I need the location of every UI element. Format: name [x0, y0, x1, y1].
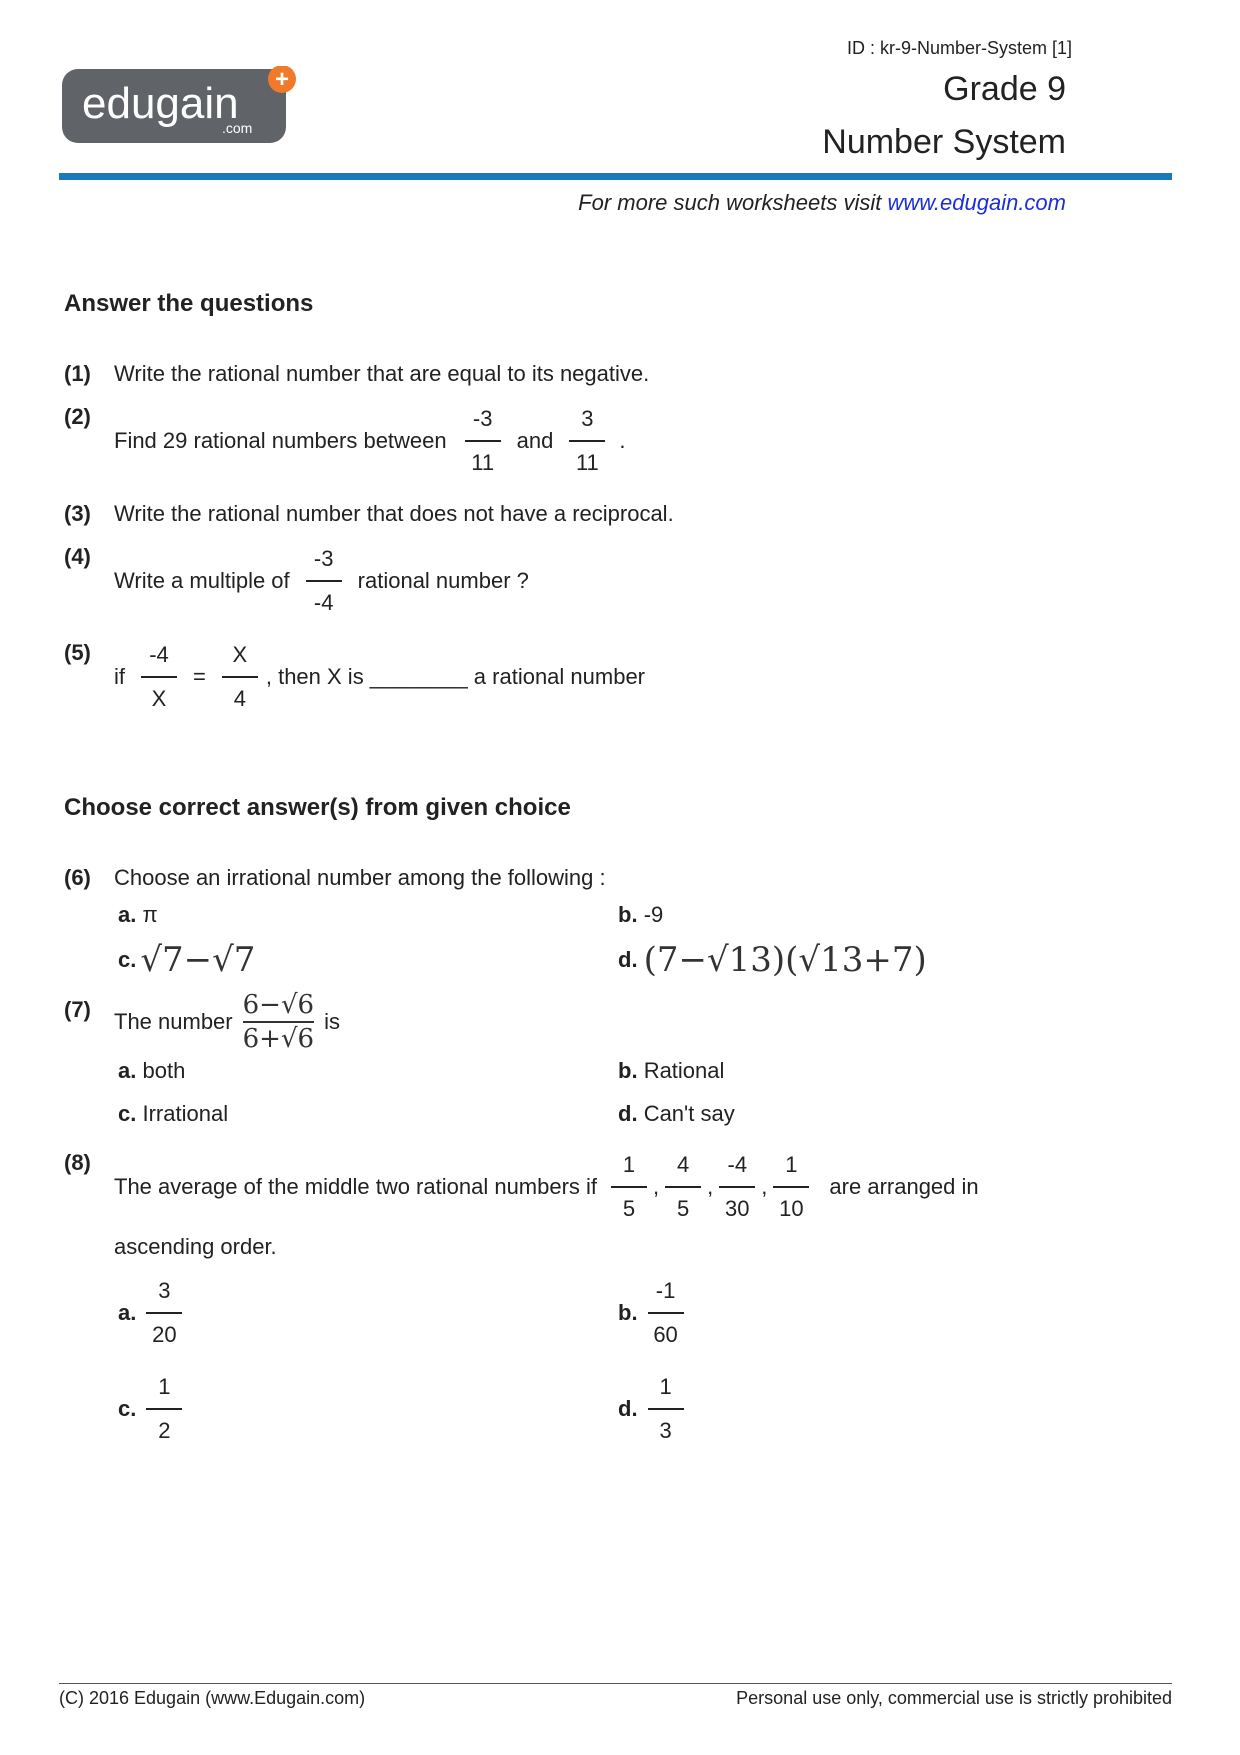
option-text: Irrational [142, 1101, 229, 1126]
question-connector: and [516, 428, 554, 453]
numerator: -3 [472, 406, 493, 431]
option-a[interactable] [118, 902, 158, 928]
option-label: c. [118, 1396, 137, 1421]
question-number: (6) [64, 865, 91, 890]
question-text [114, 406, 626, 476]
numerator: 1 [659, 1374, 672, 1399]
fraction [146, 1278, 182, 1348]
numerator: 6−√6 [242, 990, 315, 1020]
option-label: b. [618, 1300, 638, 1325]
option-label: b. [618, 902, 638, 927]
denominator: 20 [146, 1312, 182, 1348]
numerator: -4 [727, 1152, 748, 1177]
option-b[interactable] [618, 1278, 690, 1348]
question-text [114, 546, 529, 616]
denominator: 6+√6 [243, 1021, 314, 1054]
option-d[interactable] [618, 1101, 735, 1127]
option-label: c. [118, 947, 137, 972]
denominator: 5 [665, 1186, 701, 1222]
denominator: X [141, 676, 177, 712]
numerator: 4 [677, 1152, 690, 1177]
numerator: 1 [622, 1152, 636, 1177]
option-text: Rational [643, 1058, 725, 1083]
question-number: (2) [64, 404, 91, 429]
option-label: a. [118, 1058, 137, 1083]
question-suffix: is [324, 1009, 340, 1034]
question-text [114, 990, 340, 1054]
fraction [306, 546, 342, 616]
denominator: 4 [222, 676, 258, 712]
question-prefix: Write a multiple of [114, 568, 290, 593]
option-a[interactable] [118, 1058, 185, 1084]
numerator: 1 [158, 1374, 171, 1399]
fraction [611, 1152, 647, 1222]
question-prefix: The number [114, 1009, 233, 1034]
logo-graphic [62, 66, 302, 146]
footer-usage-note: Personal use only, commercial use is strictly prohibited [736, 1688, 1172, 1708]
option-d[interactable] [618, 940, 927, 980]
question-suffix: are arranged in [829, 1174, 979, 1199]
denominator: 2 [146, 1408, 182, 1444]
option-label: a. [118, 902, 137, 927]
denominator: 3 [648, 1408, 684, 1444]
question-text: Choose an irrational number among the following : [114, 865, 606, 890]
equals-sign: = [193, 664, 206, 689]
fraction [465, 406, 501, 476]
question-suffix: . [619, 428, 626, 453]
fraction [146, 1374, 182, 1444]
numerator: -3 [313, 546, 334, 571]
fraction [665, 1152, 701, 1222]
numerator: -1 [655, 1278, 676, 1303]
fraction [222, 642, 258, 712]
question-prefix: Find 29 rational numbers between [114, 428, 447, 453]
visit-text: For more such worksheets visit [578, 190, 888, 215]
fraction [773, 1152, 809, 1222]
option-text: -9 [643, 902, 664, 927]
question-text: Write the rational number that does not have a reciprocal. [114, 501, 674, 526]
document-id: ID : kr-9-Number-System [1] [846, 38, 1072, 58]
option-label: b. [618, 1058, 638, 1083]
section-title-choose: Choose correct answer(s) from given choice [64, 794, 571, 821]
question-text: Write the rational number that are equal to its negative. [114, 361, 650, 386]
denominator: 11 [569, 440, 605, 476]
logo-text: edugain [82, 79, 239, 128]
question-number: (7) [64, 997, 91, 1022]
denominator: 30 [719, 1186, 755, 1222]
denominator: -4 [306, 580, 342, 616]
option-b[interactable] [618, 902, 663, 928]
question-prefix: if [114, 664, 125, 689]
denominator: 11 [465, 440, 501, 476]
question-number: (4) [64, 544, 91, 569]
visit-note [578, 190, 1066, 216]
question-number: (8) [64, 1150, 91, 1175]
fraction [569, 406, 605, 476]
numerator: 3 [158, 1278, 171, 1303]
logo-plus: + [274, 66, 290, 93]
option-b[interactable] [618, 1058, 724, 1084]
question-number: (5) [64, 640, 91, 665]
question-suffix: rational number ? [357, 568, 529, 593]
question-number: (1) [64, 361, 91, 386]
fraction [719, 1152, 755, 1222]
question-prefix: The average of the middle two rational numbers if [114, 1174, 598, 1199]
option-math: (7−√13)(√13+7) [643, 940, 927, 980]
option-label: c. [118, 1101, 137, 1126]
question-number: (3) [64, 501, 91, 526]
question-suffix: , then X is ________ a rational number [265, 664, 646, 689]
option-text: both [142, 1058, 186, 1083]
option-label: d. [618, 1396, 638, 1421]
denominator: 5 [611, 1186, 647, 1222]
separator: , [761, 1174, 768, 1199]
numerator: 1 [785, 1152, 798, 1177]
numerator: -4 [149, 642, 169, 667]
question-text [114, 642, 645, 712]
header-divider [59, 173, 1172, 180]
denominator: 10 [773, 1186, 809, 1222]
option-c[interactable] [118, 1101, 228, 1127]
fraction [141, 642, 177, 712]
option-d[interactable] [618, 1374, 690, 1444]
option-label: a. [118, 1300, 137, 1325]
option-c[interactable] [118, 940, 255, 980]
topic-title: Number System [822, 123, 1066, 161]
grade-title: Grade 9 [943, 70, 1066, 108]
question-text [114, 1152, 979, 1222]
option-text: π [142, 902, 158, 927]
separator: , [707, 1174, 714, 1199]
option-a[interactable] [118, 1278, 188, 1348]
edugain-link[interactable]: www.edugain.com [887, 190, 1066, 215]
math-fraction [243, 990, 314, 1054]
separator: , [653, 1174, 660, 1199]
fraction [648, 1278, 684, 1348]
fraction [648, 1374, 684, 1444]
footer-divider [59, 1683, 1172, 1684]
question-text-line2: ascending order. [114, 1234, 277, 1259]
footer-copyright: (C) 2016 Edugain (www.Edugain.com) [59, 1688, 366, 1708]
option-label: d. [618, 947, 638, 972]
option-c[interactable] [118, 1374, 188, 1444]
edugain-logo [62, 66, 302, 144]
option-text: Can't say [643, 1101, 735, 1126]
numerator: X [232, 642, 248, 667]
option-math: √7−√7 [140, 940, 256, 980]
numerator: 3 [581, 406, 594, 431]
logo-subtext: .com [222, 120, 253, 136]
section-title-answer: Answer the questions [64, 290, 314, 317]
denominator: 60 [648, 1312, 684, 1348]
option-label: d. [618, 1101, 638, 1126]
